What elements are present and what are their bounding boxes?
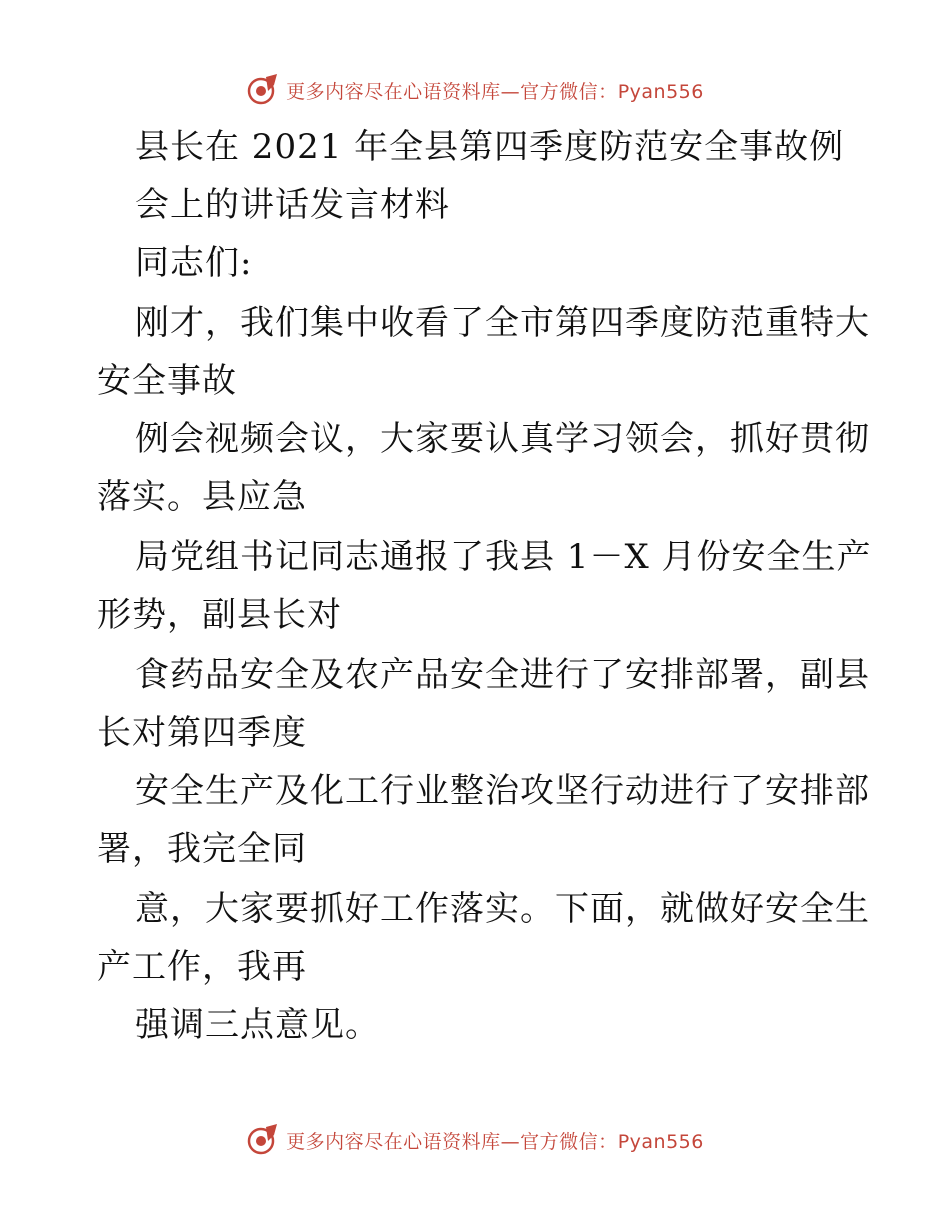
paragraph-line: 安全事故 xyxy=(97,361,237,401)
watermark-brand: 更多内容尽在心语资料库 xyxy=(286,1130,501,1153)
watermark-brand: 更多内容尽在心语资料库 xyxy=(286,80,501,103)
document-title-line-1: 县长在 2021 年全县第四季度防范安全事故例 xyxy=(135,127,845,167)
paragraph-line: 产工作，我再 xyxy=(97,947,307,987)
paragraph-line: 局党组书记同志通报了我县 1－X 月份安全生产 xyxy=(135,537,872,577)
watermark-official: 官方微信： xyxy=(520,80,618,103)
pen-seal-icon xyxy=(246,1123,280,1157)
paragraph-line: 刚才，我们集中收看了全市第四季度防范重特大 xyxy=(135,303,870,343)
footer-watermark xyxy=(0,1120,950,1160)
salutation: 同志们: xyxy=(135,243,253,283)
watermark-separator: — xyxy=(500,1130,521,1153)
watermark-wechat-id: Pyan556 xyxy=(617,80,704,103)
watermark-label xyxy=(286,77,704,104)
document-title-line-2: 会上的讲话发言材料 xyxy=(135,185,450,225)
paragraph-line: 强调三点意见。 xyxy=(135,1005,380,1045)
paragraph-line: 意，大家要抓好工作落实。下面，就做好安全生 xyxy=(135,889,870,929)
header-watermark xyxy=(0,70,950,110)
paragraph-line: 落实。县应急 xyxy=(97,477,307,517)
watermark-wechat-id: Pyan556 xyxy=(617,1130,704,1153)
paragraph-line: 例会视频会议，大家要认真学习领会，抓好贯彻 xyxy=(135,419,870,459)
paragraph-line: 食药品安全及农产品安全进行了安排部署，副县 xyxy=(135,655,870,695)
paragraph-line: 安全生产及化工行业整治攻坚行动进行了安排部 xyxy=(135,771,870,811)
watermark-official: 官方微信： xyxy=(520,1130,618,1153)
watermark-separator: — xyxy=(500,80,521,103)
pen-seal-icon xyxy=(246,73,280,107)
watermark-label xyxy=(286,1127,704,1154)
paragraph-line: 署，我完全同 xyxy=(97,829,307,869)
paragraph-line: 形势，副县长对 xyxy=(97,595,342,635)
paragraph-line: 长对第四季度 xyxy=(97,713,307,753)
